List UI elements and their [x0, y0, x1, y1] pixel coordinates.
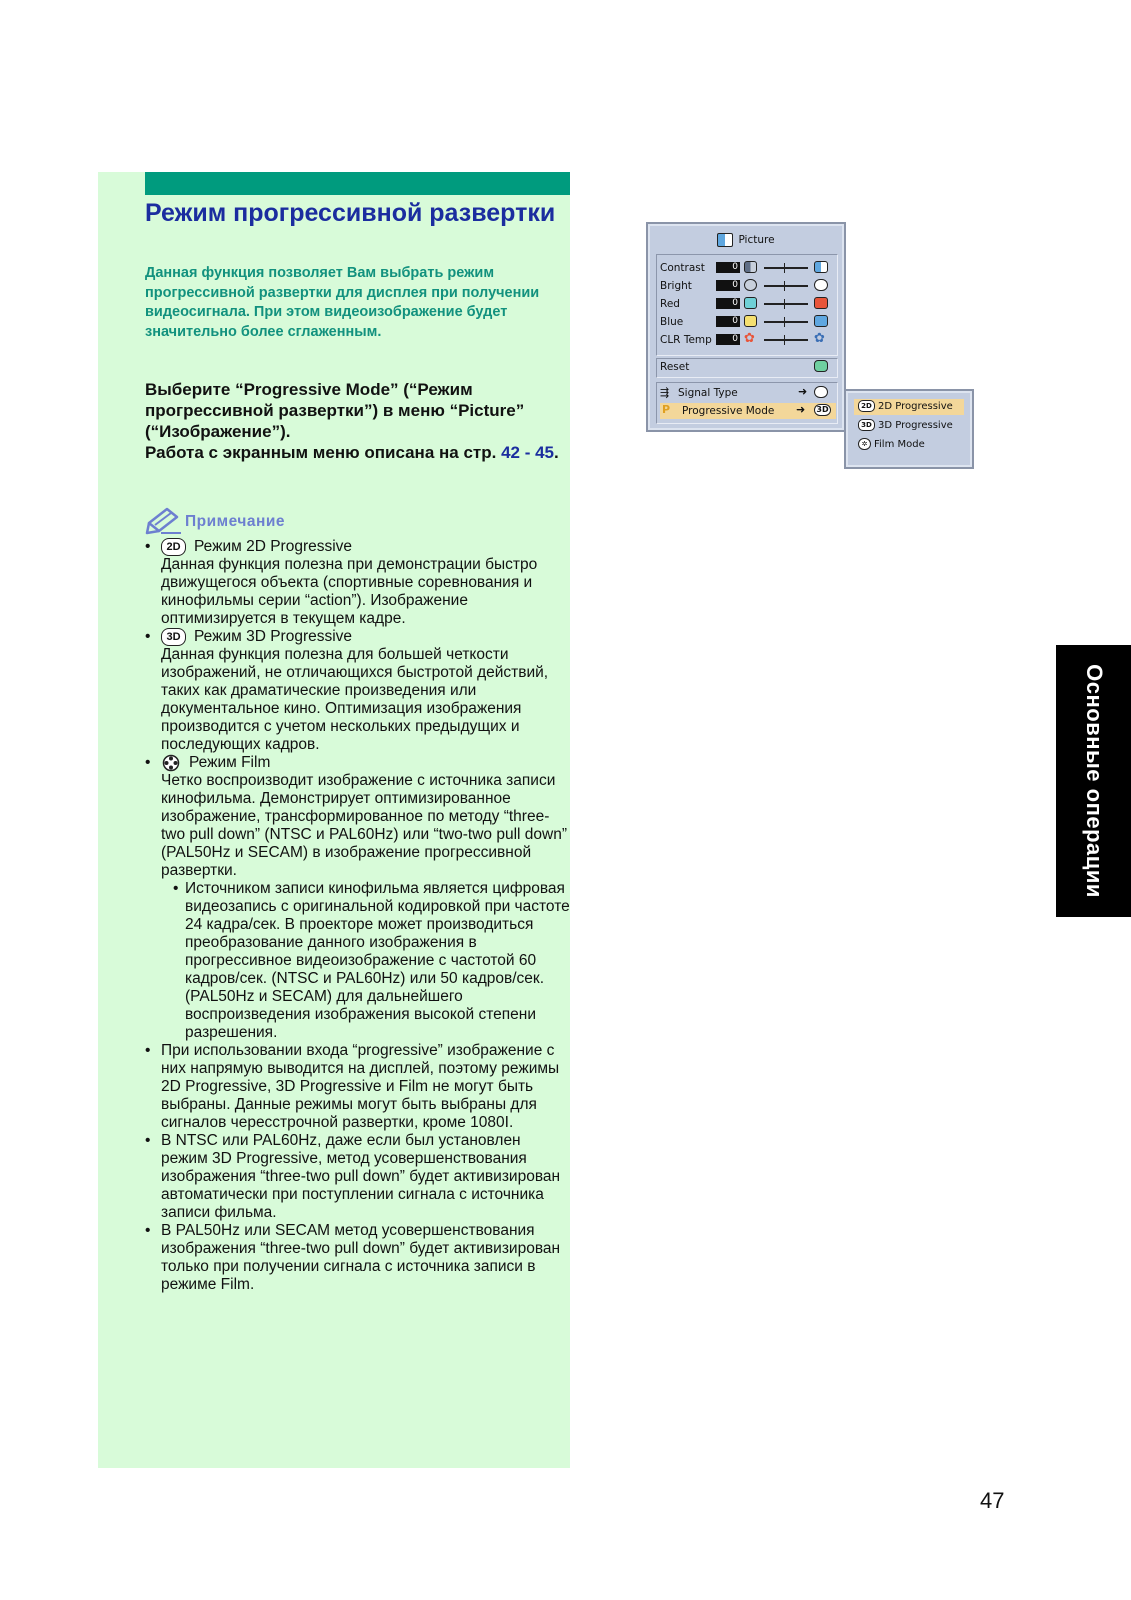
blue-slider[interactable] — [764, 321, 808, 323]
clr-temp-slider[interactable] — [764, 339, 808, 341]
bright-slider[interactable] — [764, 285, 808, 287]
contrast-slider[interactable] — [764, 267, 808, 269]
section-header-bar — [145, 172, 570, 195]
contrast-high-icon — [814, 261, 828, 273]
3d-badge-icon: 3D — [161, 628, 186, 646]
3d-badge-icon: 3D — [814, 404, 831, 416]
section-side-tab: Основные операции — [1056, 645, 1131, 917]
cool-temp-icon: ✿ — [814, 331, 825, 346]
list-item-pal: • В PAL50Hz или SECAM метод усовершенствования изображения “three-two pull down” будет активизирован только при получении сигнала с источника записи в режиме Film. — [145, 1222, 561, 1293]
blue-swatch-icon — [814, 315, 828, 327]
instruction-line-1: Выберите “Progressive Mode” (“Режим прогрессивной развертки”) в меню “Picture” (“Изображение”). — [145, 380, 525, 441]
arrow-right-icon: ➜ — [798, 385, 808, 398]
osd-row-bright[interactable]: Bright 0 — [660, 278, 836, 294]
red-slider[interactable] — [764, 303, 808, 305]
film-reel-icon — [161, 754, 181, 772]
option-3d-progressive[interactable]: 3D 3D Progressive — [854, 418, 964, 434]
notes-list — [145, 538, 570, 1294]
red-swatch-icon — [814, 297, 828, 309]
yellow-swatch-icon — [744, 315, 757, 327]
page-title: Режим прогрессивной развертки — [145, 199, 556, 227]
pencil-icon — [145, 505, 183, 535]
film-reel-icon: ✲ — [858, 438, 871, 450]
option-2d-progressive[interactable]: 2D 2D Progressive — [854, 399, 964, 415]
cyan-swatch-icon — [744, 297, 757, 309]
note-header — [145, 505, 365, 533]
film-sub-item: • Источником записи кинофильма является цифровая видеозапись с оригинальной кодировкой при частоте 24 кадра/сек. В проекторе может производиться преобразование данного изображения в прогрессивное видеоизображение с частотой 60 кадров/сек. (NTSC и PAL60Hz) или 50 кадров/сек. (PAL50Hz и SECAM) для дальнейшего воспроизведения изображения высокой степени разрешения. — [173, 880, 570, 1041]
list-item-film: • Режим Film Четко воспроизводит изображение с источника записи кинофильма. Демонстрирует оптимизированное изображение, трансформированное по методу “three-two pull down” (NTSC и PAL60Hz) или “two-two pull down” (PAL50Hz и SECAM) в изображение прогрессивной развертки. • Источником записи кинофильма является цифровая видеозапись с оригинальной кодировкой при частоте 24 кадра/сек. В проекторе может производиться преобразование данного изображения в прогрессивное видеоизображение с частотой 60 кадров/сек. (NTSC и PAL60Hz) или 50 кадров/сек. (PAL50Hz и SECAM) для дальнейшего воспроизведения изображения высокой степени разрешения. — [145, 754, 570, 1041]
warm-temp-icon: ✿ — [744, 331, 755, 346]
arrow-right-icon: ➜ — [796, 403, 806, 416]
list-item-3d: • 3D Режим 3D Progressive Данная функция полезна для большей четкости изображений, не отличающихся быстротой действий, таких как драматические произведения или документальное кино. Оптимизация изображения производится с учетом нескольких предыдущих и последующих кадров. — [145, 628, 549, 753]
osd-row-signal-type[interactable]: Signal Type ⇶ ➜ — [660, 385, 836, 401]
osd-row-clr-temp[interactable]: CLR Temp 0 ✿ ✿ — [660, 332, 836, 348]
osd-row-blue[interactable]: Blue 0 — [660, 314, 836, 330]
osd-title: Picture — [648, 233, 844, 247]
list-item-2d: • 2D Режим 2D Progressive Данная функция полезна при демонстрации быстро движущегося объекта (спортивные соревнования и кинофильмы серии “action”). Изображение оптимизируется в текущем кадре. — [145, 538, 538, 627]
signal-dots-icon — [814, 386, 828, 398]
osd-row-contrast[interactable]: Contrast 0 — [660, 260, 836, 276]
osd-progressive-submenu — [844, 389, 974, 469]
intro-text: Данная функция позволяет Вам выбрать режим прогрессивной развертки для дисплея при получении видеосигнала. При этом видеоизображение будет значительно более сглаженным. — [145, 265, 540, 340]
progressive-p-icon: P — [662, 403, 671, 416]
note-label: Примечание — [185, 513, 285, 530]
page-ref-link[interactable]: 42 - 45 — [501, 443, 555, 462]
bright-high-icon — [814, 279, 828, 291]
osd-row-progressive-mode[interactable]: P Progressive Mode ➜ 3D — [660, 403, 836, 419]
signal-type-icon: ⇶ — [660, 386, 670, 399]
osd-picture-menu — [646, 222, 846, 432]
instruction-line-2: Работа с экранным меню описана на стр. 42 - 45. — [145, 443, 559, 462]
list-item-progressive-input: • При использовании входа “progressive” изображение с них напрямую выводится на дисплей, поэтому режимы 2D Progressive, 3D Progressive и Film не могут быть выбраны. Данные режимы могут быть выбраны для сигналов чересстрочной развертки, кроме 1080I. — [145, 1042, 560, 1131]
2d-badge-icon: 2D — [161, 538, 186, 556]
osd-row-red[interactable]: Red 0 — [660, 296, 836, 312]
contrast-low-icon — [744, 261, 757, 273]
bright-low-icon — [744, 279, 757, 291]
list-item-ntsc: • В NTSC или PAL60Hz, даже если был установлен режим 3D Progressive, метод усовершенствования изображения “three-two pull down” будет активизирован автоматически при поступлении сигнала с источника записи фильма. — [145, 1132, 561, 1221]
osd-row-reset[interactable]: Reset — [660, 359, 836, 375]
option-film-mode[interactable]: ✲ Film Mode — [854, 437, 964, 453]
page-number: 47 — [980, 1488, 1005, 1513]
instruction — [145, 379, 565, 463]
picture-icon — [717, 233, 733, 247]
reset-icon — [814, 360, 828, 372]
